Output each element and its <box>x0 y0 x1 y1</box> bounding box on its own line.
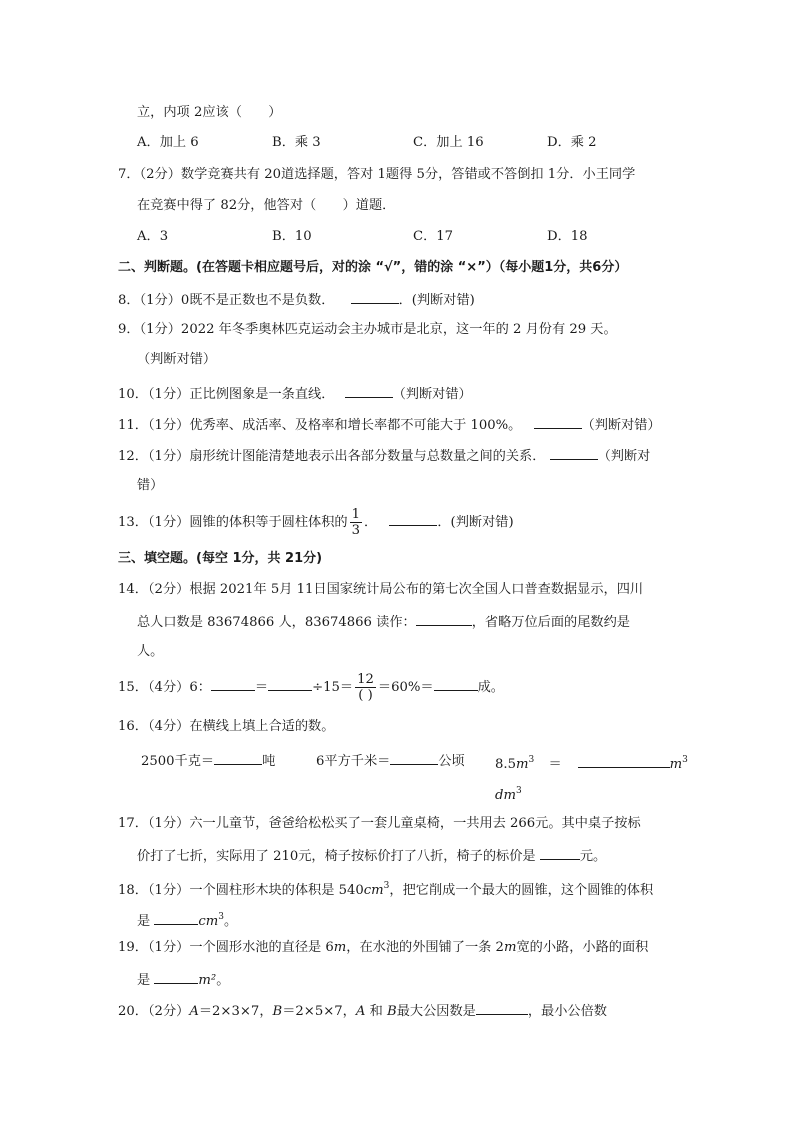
q15-blank-2[interactable] <box>268 676 312 691</box>
q14-text-b: ，省略万位后面的尾数约是 <box>471 615 630 630</box>
question-18-line-1: 18．（1分）一个圆柱形木块的体积是 $540cm^3$，把它削成一个最大的圆锥，这个圆锥的体积 <box>118 881 654 898</box>
question-12-line-1 <box>118 445 650 467</box>
q17-blank[interactable] <box>540 845 580 860</box>
q15-percent: ＝60%＝ <box>377 680 434 695</box>
q11-suffix: （判断对错） <box>581 418 661 433</box>
q15-denominator: ( ) <box>358 688 373 703</box>
q7-option-c: C．17 <box>413 229 454 244</box>
q13-suffix: ．(判断对错) <box>437 515 514 530</box>
q7-option-d: D．18 <box>547 229 588 244</box>
section-2-heading: 二、判断题。(在答题卡相应题号后，对的涂 “√”，错的涂 “×”）（每小题1分，共6分） <box>118 260 628 275</box>
section-3-heading: 三、填空题。(每空 1分，共 21分) <box>118 551 323 566</box>
q16-blank-3[interactable] <box>578 753 670 768</box>
question-7-line-2: 在竞赛中得了 82分，他答对（ ）道题． <box>137 198 396 213</box>
question-14-line-1: 14．（2分）根据 2021年 5月 11日国家统计局公布的第七次全国人口普查数据显示，四川 <box>118 582 644 597</box>
question-11 <box>118 414 661 436</box>
q6-option-b: B．乘 3 <box>272 135 321 150</box>
question-19-line-2: 是 m²。 <box>137 969 229 991</box>
q12-suffix: （判断对 <box>597 449 651 464</box>
q14-text-a: 总人口数是 83674866 人，83674866 读作： <box>137 615 416 630</box>
q7-option-b: B．10 <box>272 229 312 244</box>
q8-text: 8．（1分）0既不是正数也不是负数． <box>118 293 335 308</box>
question-19-line-1: 19．（1分）一个圆形水池的直径是 6m，在水池的外围铺了一条 2m宽的小路，小路的面积 <box>118 940 649 955</box>
question-17-line-1: 17．（1分）六一儿童节，爸爸给松松买了一套儿童桌椅，一共用去 266元。其中桌子按标 <box>118 816 641 831</box>
q15-fraction <box>355 672 376 703</box>
q15-numerator: 12 <box>357 672 374 687</box>
question-7-line-1: 7．（2分）数学竞赛共有 20道选择题，答对 1题得 5分，答错或不答倒扣 1分．小王同学 <box>118 167 636 182</box>
q16-blank-2[interactable] <box>390 750 438 765</box>
q12-answer-blank[interactable] <box>550 445 598 460</box>
question-20: 20．（2分）A＝2×3×7，B＝2×5×7，A 和 B最大公因数是 ，最小公倍数 <box>118 1000 607 1022</box>
q13-fraction <box>350 507 362 538</box>
q11-text: 11．（1分）优秀率、成活率、及格率和增长率都不可能大于 100%。 <box>118 418 522 433</box>
question-8 <box>118 289 475 311</box>
q15-divide: ÷15＝ <box>312 680 354 695</box>
q13-answer-blank[interactable] <box>389 511 437 526</box>
question-9-line-1: 9．（1分）2022 年冬季奥林匹克运动会主办城市是北京，这一年的 2 月份有 29 天。 <box>118 322 617 337</box>
question-9-line-2: （判断对错） <box>137 352 217 367</box>
q15-text: 15．（4分）6： <box>118 680 211 695</box>
q10-suffix: （判断对错） <box>392 387 472 402</box>
q6-option-c: C．加上 16 <box>413 135 484 150</box>
q16-part-2: 6平方千米＝ 公顷 <box>316 750 465 772</box>
q7-option-a: A．3 <box>137 229 169 244</box>
q16-dm-unit: $dm^3$ <box>495 786 522 803</box>
q19-blank[interactable] <box>154 969 198 984</box>
question-17-line-2: 价打了七折，实际用了 210元，椅子按标价打了八折，椅子的标价是 元。 <box>137 845 606 867</box>
q15-end: 成。 <box>477 680 504 695</box>
question-13 <box>118 507 514 538</box>
q16-part-1: 2500千克＝ 吨 <box>141 750 275 772</box>
q20-blank[interactable] <box>476 1000 528 1015</box>
question-18-line-2: 是 $cm^3$。 <box>137 912 238 929</box>
question-15 <box>118 670 504 706</box>
q8-answer-blank[interactable] <box>351 289 399 304</box>
q16-part-3: $8.5m^3 = m^3$ <box>495 755 688 772</box>
question-12-line-2: 错） <box>137 478 164 493</box>
q13-denominator: 3 <box>351 523 360 538</box>
q13-dot: ． <box>363 515 378 530</box>
q15-equals: ＝ <box>254 680 269 695</box>
q10-text: 10．（1分）正比例图象是一条直线． <box>118 387 335 402</box>
question-10 <box>118 383 472 405</box>
q14-blank-1[interactable] <box>416 611 472 626</box>
q16-blank-1[interactable] <box>214 750 262 765</box>
q8-suffix: ．(判断对错) <box>398 293 475 308</box>
q12-text: 12．（1分）扇形统计图能清楚地表示出各部分数量与总数量之间的关系． <box>118 449 546 464</box>
q15-blank-3[interactable] <box>434 676 478 691</box>
q18-blank[interactable] <box>154 910 198 925</box>
question-14-line-3: 人。 <box>137 644 164 659</box>
q13-numerator: 1 <box>351 507 360 522</box>
q13-text: 13．（1分）圆锥的体积等于圆柱体积的 <box>118 515 348 530</box>
q15-blank-1[interactable] <box>211 676 255 691</box>
q6-option-d: D．乘 2 <box>547 135 597 150</box>
q10-answer-blank[interactable] <box>345 383 393 398</box>
q6-option-a: A．加上 6 <box>137 135 199 150</box>
question-14-line-2 <box>137 611 630 633</box>
q11-answer-blank[interactable] <box>534 414 582 429</box>
question-16-line-1: 16．（4分）在横线上填上合适的数。 <box>118 719 335 734</box>
question-6-continuation: 立，内项 2应该（ ） <box>137 105 282 120</box>
